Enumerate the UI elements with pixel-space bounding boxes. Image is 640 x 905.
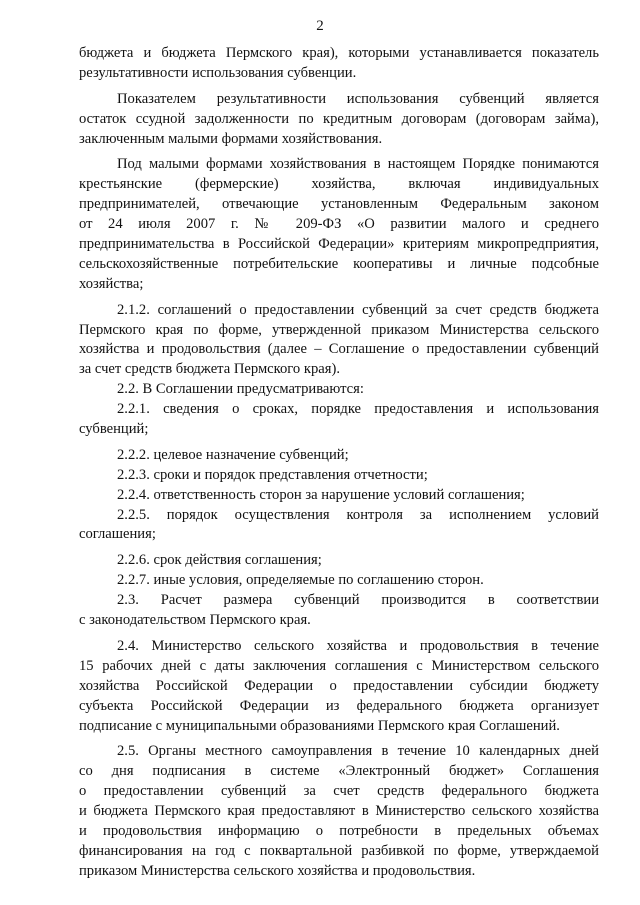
text-line: 2.2. В Соглашении предусматриваются: — [117, 381, 364, 398]
text-line: сельскохозяйственные потребительские кооперативы и личные подсобные — [79, 255, 599, 272]
text-line: 2.4. Министерство сельского хозяйства и продовольствия в течение — [117, 637, 599, 654]
text-line: соглашения; — [79, 526, 156, 543]
text-line: 2.5. Органы местного самоуправления в течение 10 календарных дней — [117, 743, 599, 760]
text-line: 2.2.5. порядок осуществления контроля за исполнением условий — [117, 506, 599, 523]
text-line: 2.2.1. сведения о сроках, порядке предоставления и использования — [117, 401, 599, 418]
text-line: субвенций; — [79, 421, 149, 438]
text-line: бюджета и бюджета Пермского края), которыми устанавливается показатель — [79, 45, 599, 61]
text-line: Под малыми формами хозяйствования в настоящем Порядке понимаются — [117, 156, 599, 173]
text-line: и продовольствия информацию о потребности в предельных объемах — [79, 822, 599, 839]
text-line: хозяйства Российской Федерации о предоставлении субсидии бюджету — [79, 677, 599, 694]
document-body — [79, 44, 599, 882]
text-line: предпринимателей, отвечающие установленным Федеральным законом — [79, 196, 599, 213]
text-line: подписание с муниципальными образованиями Пермского края Соглашений. — [79, 717, 560, 734]
text-line: предпринимательства в Российской Федерации» критериям микропредприятия, — [79, 236, 599, 253]
text-line: 2.2.4. ответственность сторон за нарушение условий соглашения; — [117, 486, 525, 503]
text-line: Показателем результативности использования субвенций является — [117, 90, 599, 107]
text-line: крестьянские (фермерские) хозяйства, включая индивидуальных — [79, 176, 599, 193]
text-line: 2.2.7. иные условия, определяемые по соглашению сторон. — [117, 572, 484, 589]
text-line: остаток ссудной задолженности по кредитным договорам (договорам займа), — [79, 110, 599, 127]
text-line: 2.2.2. целевое назначение субвенций; — [117, 446, 349, 463]
text-line: заключенным малыми формами хозяйствования. — [79, 130, 383, 147]
text-line: 2.3. Расчет размера субвенций производится в соответствии — [117, 592, 599, 609]
text-line: и бюджета Пермского края предоставляют в Министерство сельского хозяйства — [79, 803, 599, 820]
text-line: со дня подписания в системе «Электронный бюджет» Соглашения — [79, 763, 599, 780]
text-line: субъекта Российской Федерации из федерального бюджета организует — [79, 697, 599, 714]
text-line: 2.2.6. срок действия соглашения; — [117, 552, 322, 569]
page-number: 2 — [316, 18, 324, 34]
text-line: от 24 июля 2007 г. № 209-ФЗ «О развитии малого и среднего — [79, 216, 599, 233]
text-line: за счет средств бюджета Пермского края). — [79, 361, 340, 378]
text-line: 15 рабочих дней с даты заключения соглашения с Министерством сельского — [79, 657, 599, 674]
text-line: с законодательством Пермского края. — [79, 612, 311, 629]
text-line: хозяйства и продовольствия (далее – Соглашение о предоставлении субвенций — [79, 341, 599, 358]
text-line: приказом Министерства сельского хозяйства и продовольствия. — [79, 862, 476, 879]
text-line: о предоставлении субвенций за счет средств федерального бюджета — [79, 783, 599, 800]
text-line: хозяйства; — [79, 275, 144, 292]
text-line: результативности использования субвенции. — [79, 64, 357, 81]
text-line: финансирования на год с поквартальной разбивкой по форме, утверждаемой — [79, 842, 599, 859]
text-line: 2.2.3. сроки и порядок представления отчетности; — [117, 466, 428, 483]
text-line: 2.1.2. соглашений о предоставлении субвенций за счет средств бюджета — [117, 301, 599, 318]
text-line: Пермского края по форме, утвержденной приказом Министерства сельского — [79, 321, 599, 338]
